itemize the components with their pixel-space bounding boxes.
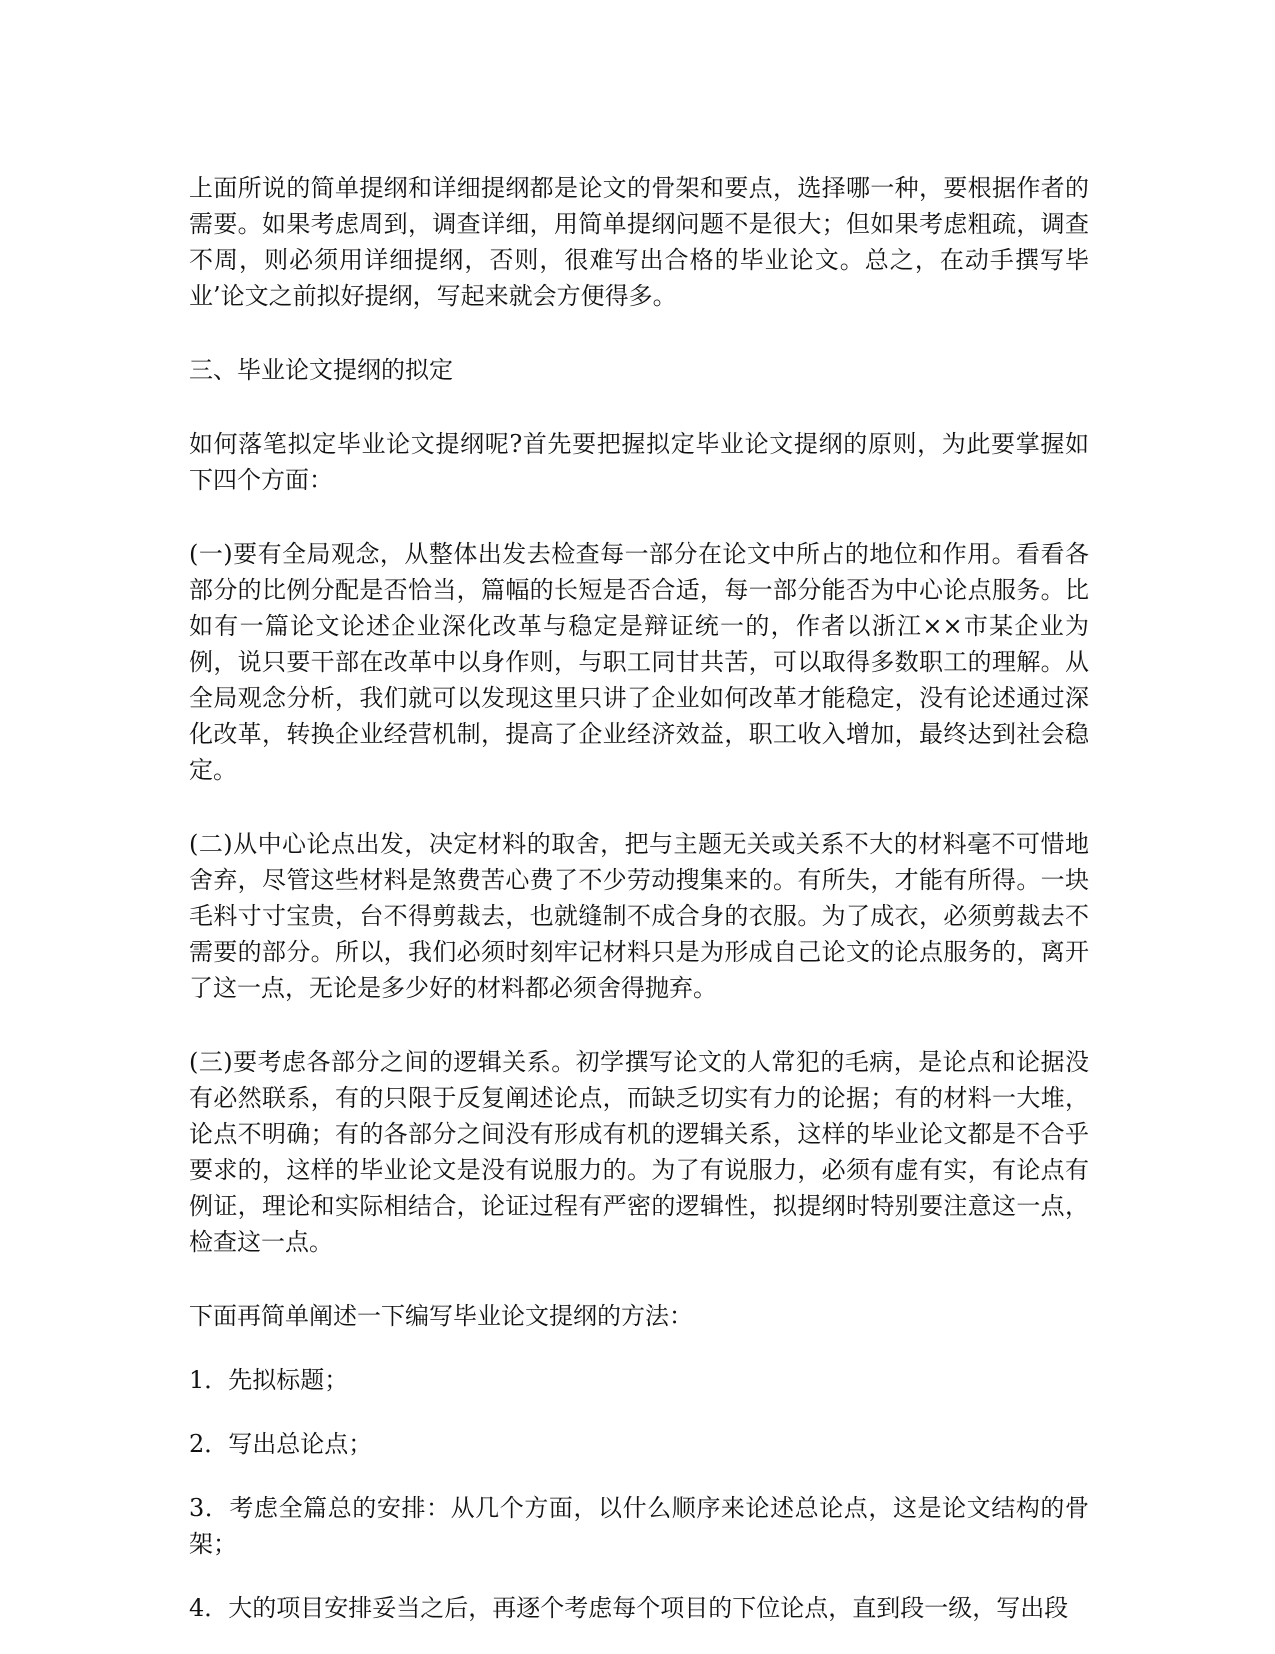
section-heading: 三、毕业论文提纲的拟定 <box>189 356 453 384</box>
list-item-4: 4．大的项目安排妥当之后，再逐个考虑每个项目的下位论点，直到段一级，写出段 <box>189 1594 1069 1622</box>
paragraph-outline-comparison: 上面所说的简单提纲和详细提纲都是论文的骨架和要点，选择哪一种，要根据作者的需要。如果考虑周到，调查详细，用简单提纲问题不是很大；但如果考虑粗疏，调查不周，则必须用详细提纲，否则，很难写出合格的毕业论文。总之，在动手撰写毕业’论文之前拟好提纲，写起来就会方便得多。 <box>189 174 1089 310</box>
list-item-3: 3．考虑全篇总的安排：从几个方面，以什么顺序来论述总论点，这是论文结构的骨架； <box>189 1494 1089 1558</box>
paragraph-principle-1: (一)要有全局观念，从整体出发去检查每一部分在论文中所占的地位和作用。看看各部分的比例分配是否恰当，篇幅的长短是否合适，每一部分能否为中心论点服务。比如有一篇论文论述企业深化改革与稳定是辩证统一的，作者以浙江××市某企业为例，说只要干部在改革中以身作则，与职工同甘共苦，可以取得多数职工的理解。从全局观念分析，我们就可以发现这里只讲了企业如何改革才能稳定，没有论述通过深化改革，转换企业经营机制，提高了企业经济效益，职工收入增加，最终达到社会稳定。 <box>189 540 1089 784</box>
list-item-2: 2．写出总论点； <box>189 1430 373 1458</box>
paragraph-principle-3: (三)要考虑各部分之间的逻辑关系。初学撰写论文的人常犯的毛病，是论点和论据没有必然联系，有的只限于反复阐述论点，而缺乏切实有力的论据；有的材料一大堆，论点不明确；有的各部分之间没有形成有机的逻辑关系，这样的毕业论文都是不合乎要求的，这样的毕业论文是没有说服力的。为了有说服力，必须有虚有实，有论点有例证，理论和实际相结合，论证过程有严密的逻辑性，拟提纲时特别要注意这一点，检查这一点。 <box>189 1048 1089 1256</box>
list-item-1: 1．先拟标题； <box>189 1366 349 1394</box>
paragraph-methods-intro: 下面再简单阐述一下编写毕业论文提纲的方法： <box>189 1302 693 1330</box>
paragraph-intro-principles: 如何落笔拟定毕业论文提纲呢?首先要把握拟定毕业论文提纲的原则，为此要掌握如下四个方面： <box>189 430 1089 494</box>
paragraph-principle-2: (二)从中心论点出发，决定材料的取舍，把与主题无关或关系不大的材料毫不可惜地舍弃，尽管这些材料是煞费苦心费了不少劳动搜集来的。有所失，才能有所得。一块毛料寸寸宝贵，台不得剪裁去，也就缝制不成合身的衣服。为了成衣，必须剪裁去不需要的部分。所以，我们必须时刻牢记材料只是为形成自己论文的论点服务的，离开了这一点，无论是多少好的材料都必须舍得抛弃。 <box>189 830 1089 1002</box>
document-body <box>189 170 1089 1654</box>
